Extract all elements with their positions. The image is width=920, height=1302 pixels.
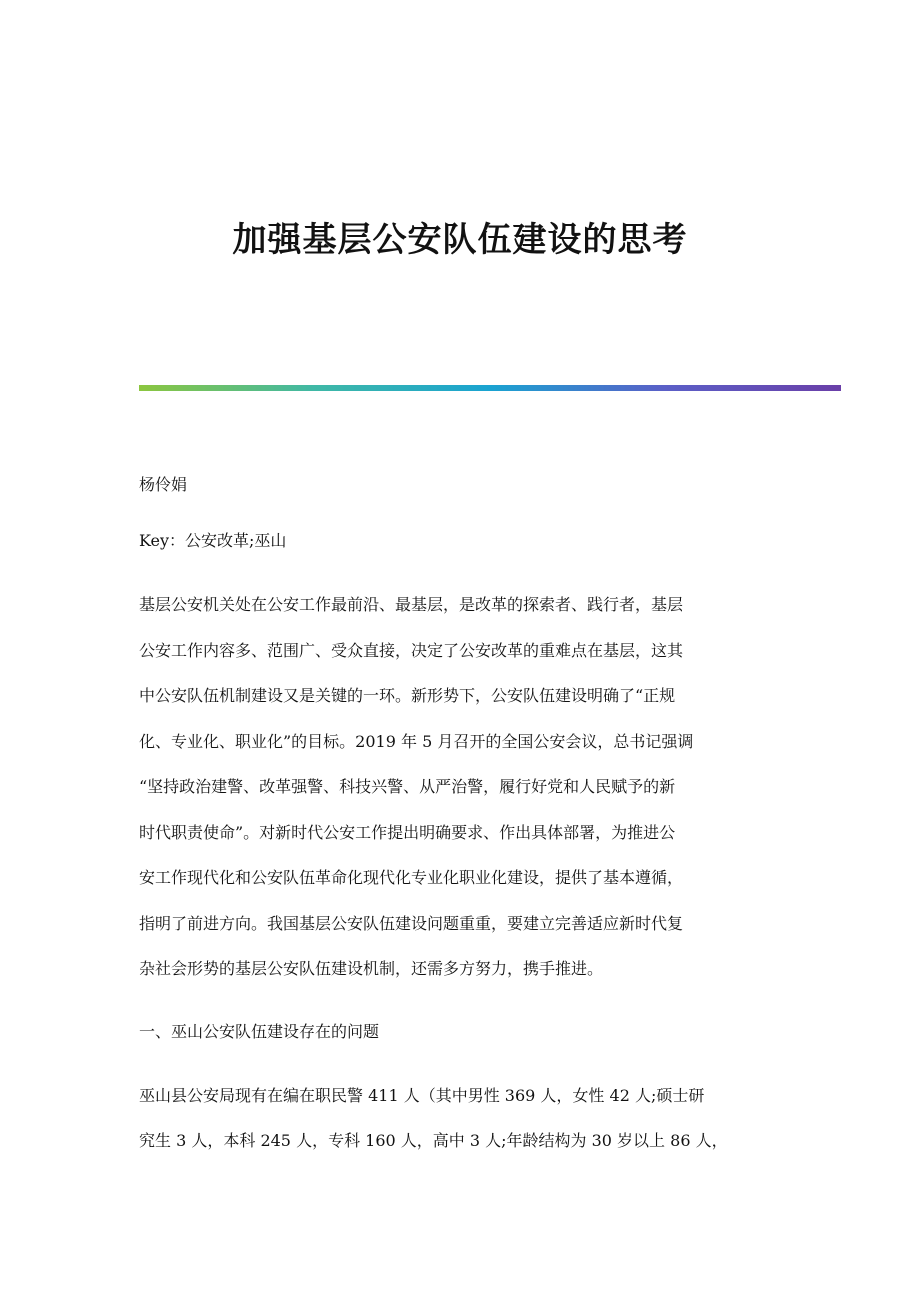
paragraph-line: 究生 3 人，本科 245 人，专科 160 人，高中 3 人;年龄结构为 30 岁以上 86 人， <box>139 1131 728 1150</box>
paragraph-line: “坚持政治建警、改革强警、科技兴警、从严治警，履行好党和人民赋予的新 <box>139 777 676 796</box>
title-divider <box>139 385 841 391</box>
paragraph-1 <box>139 582 779 992</box>
paragraph-line: 巫山县公安局现有在编在职民警 411 人（其中男性 369 人，女性 42 人;硕士研 <box>139 1085 705 1105</box>
paragraph-line: 化、专业化、职业化”的目标。2019 年 5 月召开的全国公安会议，总书记强调 <box>139 731 694 751</box>
document-title: 加强基层公安队伍建设的思考 <box>232 220 688 260</box>
paragraph-line: 时代职责使命”。对新时代公安工作提出明确要求、作出具体部署，为推进公 <box>139 822 676 842</box>
paragraph-line: 基层公安机关处在公安工作最前沿、最基层，是改革的探索者、践行者，基层 <box>139 595 684 614</box>
paragraph-line: 公安工作内容多、范围广、受众直接，决定了公安改革的重难点在基层，这其 <box>139 640 684 660</box>
author-name: 杨伶娟 <box>139 475 188 494</box>
paragraph-line: 安工作现代化和公安队伍革命化现代化专业化职业化建设，提供了基本遵循， <box>139 868 684 887</box>
paragraph-line: 中公安队伍机制建设又是关键的一环。新形势下，公安队伍建设明确了“正规 <box>139 686 676 705</box>
paragraph-line: 指明了前进方向。我国基层公安队伍建设问题重重，要建立完善适应新时代复 <box>139 913 684 933</box>
document-body <box>139 470 779 1164</box>
paragraph-line: 杂社会形势的基层公安队伍建设机制，还需多方努力，携手推进。 <box>139 959 604 978</box>
keywords-line: Key：公安改革;巫山 <box>139 531 287 550</box>
section-heading: 一、巫山公安队伍建设存在的问题 <box>139 1021 380 1041</box>
paragraph-2 <box>139 1073 779 1164</box>
